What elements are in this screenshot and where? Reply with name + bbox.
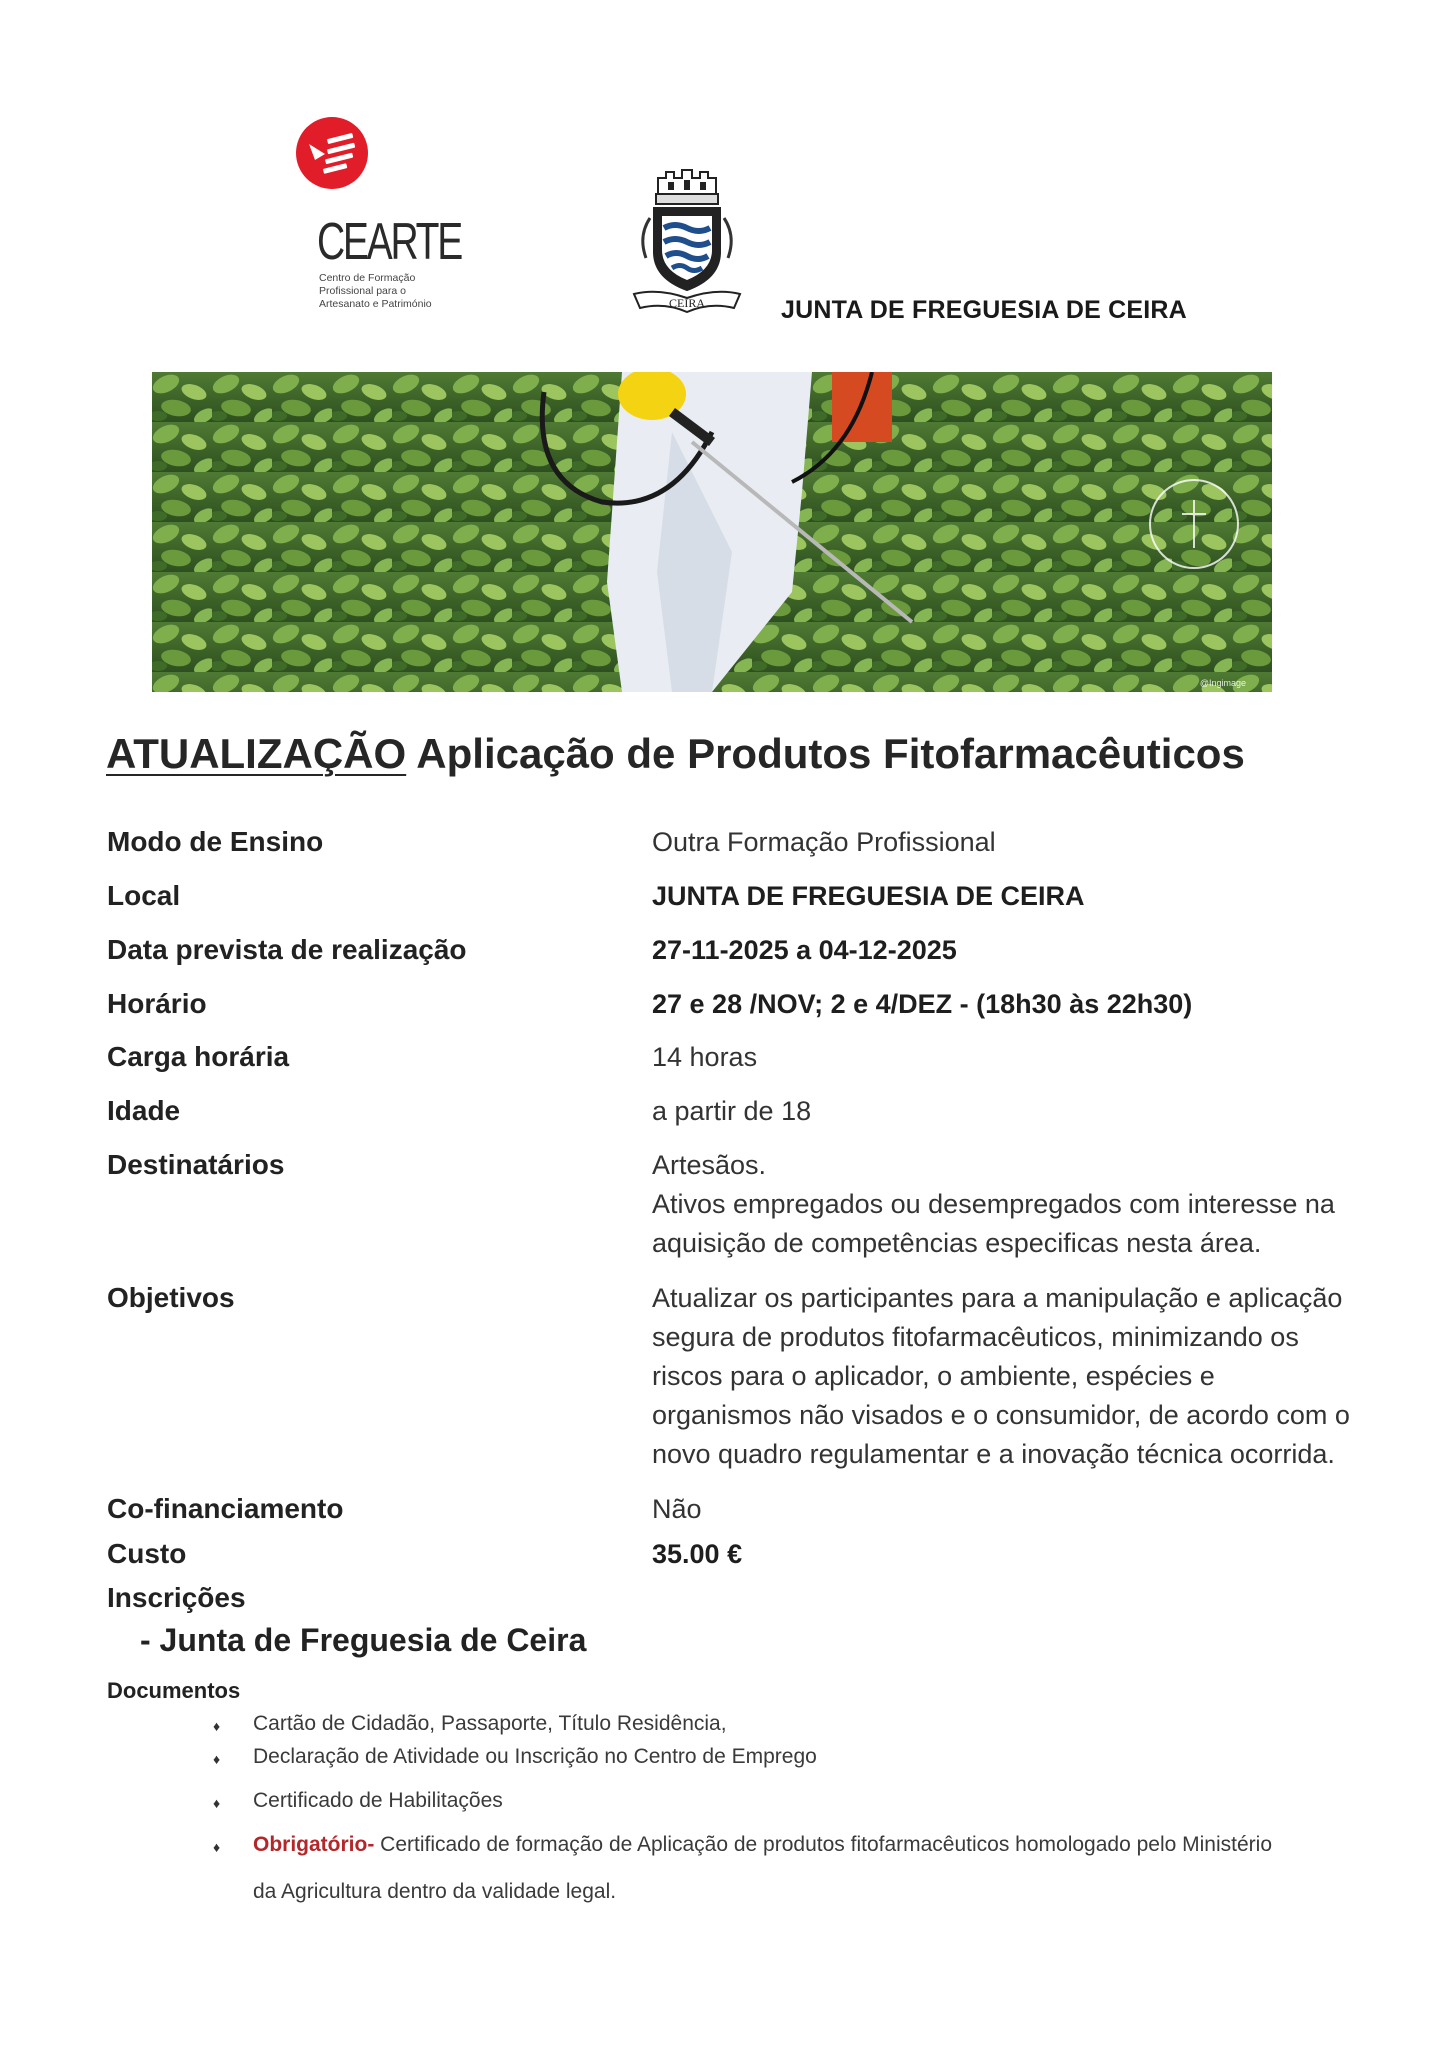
- course-title-rest: Aplicação de Produtos Fitofarmacêuticos: [406, 730, 1245, 777]
- inscricoes-place: - Junta de Freguesia de Ceira: [140, 1622, 587, 1658]
- ceira-coat-of-arms-icon: [628, 166, 746, 316]
- document-item: Cartão de Cidadão, Passaporte, Título Residência,: [253, 1712, 727, 1735]
- course-title: [106, 730, 1245, 778]
- cearte-emblem-icon: [295, 116, 369, 190]
- cearte-logo: [295, 112, 485, 322]
- photo-credit: @Ingimage: [1199, 678, 1246, 688]
- diamond-bullet-icon: ♦: [213, 1751, 221, 1767]
- objetivos-line: Atualizar os participantes para a manipulação e aplicação: [652, 1283, 1343, 1313]
- horario-value: 27 e 28 /NOV; 2 e 4/DEZ - (18h30 às 22h30): [652, 989, 1193, 1019]
- custo-value: 35.00 €: [652, 1539, 743, 1569]
- objetivos-line: riscos para o aplicador, o ambiente, espécies e: [652, 1361, 1215, 1391]
- horario-label: Horário: [107, 988, 207, 1019]
- idade-value: a partir de 18: [652, 1096, 812, 1126]
- hero-photo: [152, 372, 1272, 692]
- inscricoes-label: Inscrições: [107, 1582, 246, 1613]
- diamond-bullet-icon: ♦: [213, 1839, 221, 1855]
- documentos-label: Documentos: [107, 1678, 241, 1703]
- modo-ensino-label: Modo de Ensino: [107, 826, 324, 857]
- pesticide-spraying-photo: [152, 372, 1272, 692]
- document-item: Certificado de Habilitações: [253, 1789, 503, 1812]
- objetivos-value: [652, 1279, 1372, 1474]
- cearte-subtitle-line-1: Centro de Formação: [319, 272, 416, 284]
- mandatory-text: Certificado de formação de Aplicação de produtos fitofarmacêuticos homologado pelo Ministério: [374, 1833, 1272, 1856]
- destinatarios-line: aquisição de competências especificas nesta área.: [652, 1228, 1262, 1258]
- custo-label: Custo: [107, 1538, 187, 1569]
- cearte-subtitle-line-2: Profissional para o: [319, 285, 406, 297]
- destinatarios-line: Artesãos.: [652, 1150, 767, 1180]
- cearte-subtitle-line-3: Artesanato e Património: [319, 298, 432, 310]
- data-label: Data prevista de realização: [107, 934, 467, 965]
- modo-ensino-value: Outra Formação Profissional: [652, 827, 996, 857]
- objetivos-line: novo quadro regulamentar e a inovação técnica ocorrida.: [652, 1439, 1335, 1469]
- objetivos-line: organismos não visados e o consumidor, de acordo com o: [652, 1400, 1350, 1430]
- mandatory-label: Obrigatório-: [253, 1833, 375, 1856]
- diamond-bullet-icon: ♦: [213, 1718, 221, 1734]
- document-item-mandatory: [253, 1833, 1272, 1857]
- idade-label: Idade: [107, 1095, 181, 1126]
- destinatarios-label: Destinatários: [107, 1149, 285, 1180]
- crest-label: CEIRA: [669, 296, 705, 310]
- local-label: Local: [107, 880, 181, 911]
- local-value: JUNTA DE FREGUESIA DE CEIRA: [652, 881, 1085, 911]
- organizer-header: JUNTA DE FREGUESIA DE CEIRA: [781, 296, 1187, 324]
- diamond-bullet-icon: ♦: [213, 1795, 221, 1811]
- objetivos-label: Objetivos: [107, 1282, 235, 1313]
- document-item: Declaração de Atividade ou Inscrição no Centro de Emprego: [253, 1745, 817, 1768]
- destinatarios-line: Ativos empregados ou desempregados com interesse na: [652, 1189, 1335, 1219]
- carga-horaria-value: 14 horas: [652, 1042, 758, 1072]
- destinatarios-value: [652, 1146, 1352, 1263]
- objetivos-line: segura de produtos fitofarmacêuticos, minimizando os: [652, 1322, 1299, 1352]
- cearte-name: CEARTE: [317, 213, 461, 271]
- cofinanciamento-value: Não: [652, 1494, 702, 1524]
- course-title-highlight: ATUALIZAÇÃO: [106, 730, 407, 777]
- data-value: 27-11-2025 a 04-12-2025: [652, 935, 957, 965]
- mandatory-text-continued: da Agricultura dentro da validade legal.: [253, 1880, 617, 1903]
- cofinanciamento-label: Co-financiamento: [107, 1493, 344, 1524]
- carga-horaria-label: Carga horária: [107, 1041, 290, 1072]
